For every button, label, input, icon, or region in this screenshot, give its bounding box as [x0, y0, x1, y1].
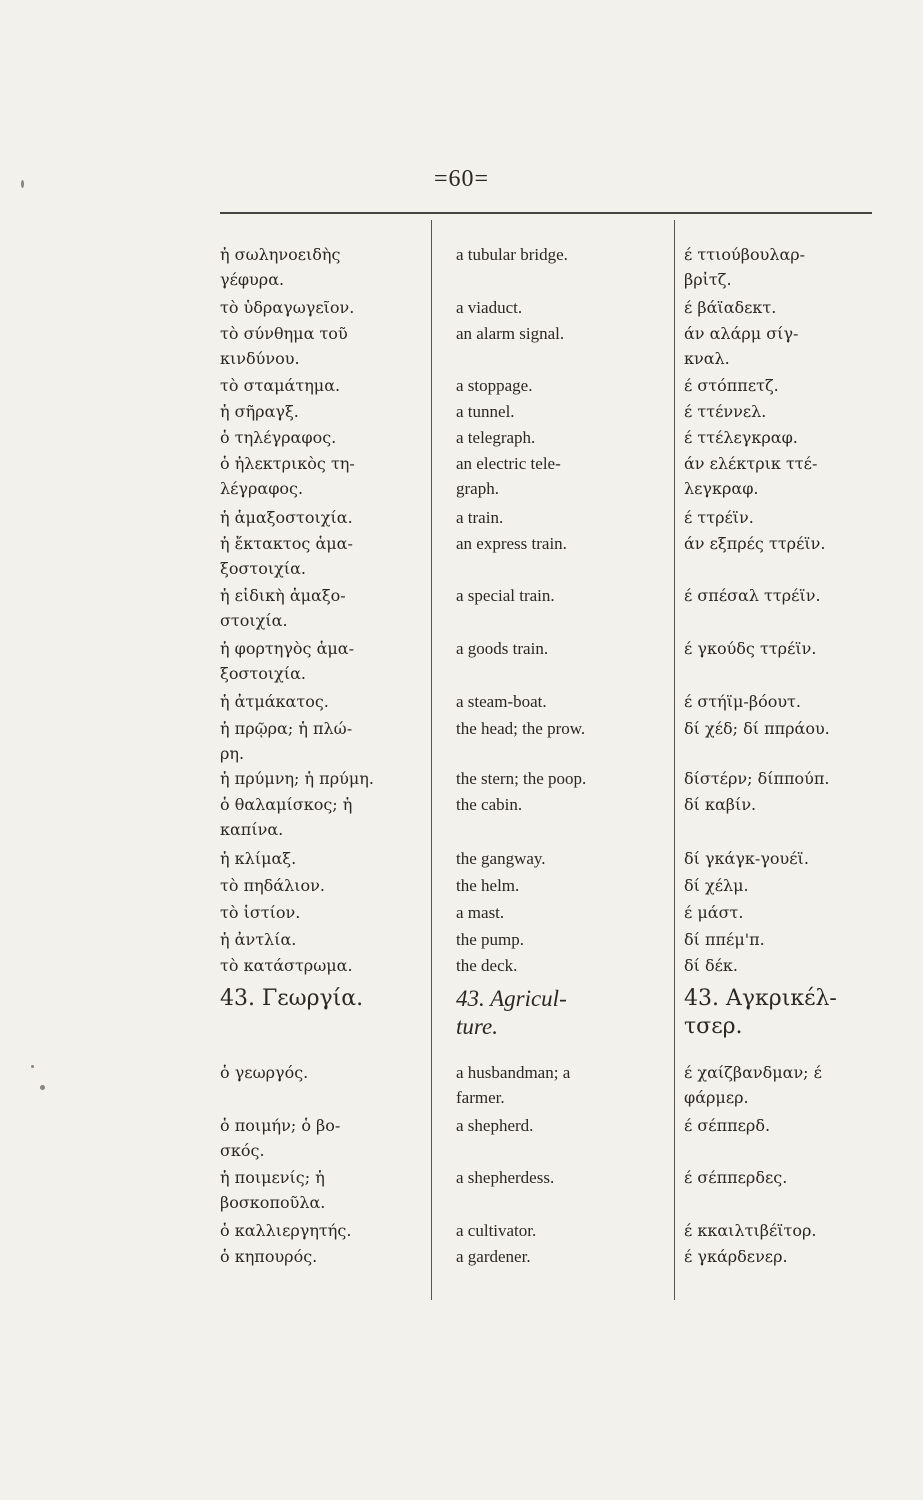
pronunciation	[684, 1113, 884, 1138]
english-term	[456, 792, 666, 817]
greek-term-line: τὸ ὑδραγωγεῖον.	[220, 298, 355, 317]
pronunciation	[684, 716, 884, 741]
greek-term	[220, 373, 425, 398]
english-term	[456, 716, 666, 741]
greek-term-line: ὁ τηλέγραφος.	[220, 428, 337, 447]
english-term	[456, 399, 666, 424]
greek-term	[220, 242, 425, 292]
pronunciation	[684, 1244, 884, 1269]
english-term-line: an alarm signal.	[456, 324, 565, 343]
pronunciation-line: έ κκαιλτιβέϊτορ.	[684, 1221, 817, 1240]
greek-term-line: ἡ ἔκτακτος ἁμα-	[220, 534, 353, 553]
pronunciation	[684, 1165, 884, 1190]
pronunciation-line: δί γκάγκ-γουέϊ.	[684, 849, 809, 868]
pronunciation-line: έ σέππερδες.	[684, 1168, 788, 1187]
english-term-line: a shepherd.	[456, 1116, 534, 1135]
page-speck	[21, 180, 24, 188]
english-term-line: a shepherdess.	[456, 1168, 555, 1187]
greek-term-line: ἡ κλίμαξ.	[220, 849, 297, 868]
english-term	[456, 636, 666, 661]
pronunciation-line: δί δέκ.	[684, 956, 738, 975]
pronunciation	[684, 766, 884, 791]
greek-term-line: καπίνα.	[220, 820, 284, 839]
pronunciation	[684, 636, 884, 661]
english-term-line: a steam-boat.	[456, 692, 547, 711]
greek-term	[220, 1113, 425, 1163]
pronunciation-line: έ γκάρδενερ.	[684, 1247, 788, 1266]
greek-term-line: ὁ καλλιεργητής.	[220, 1221, 352, 1240]
greek-term	[220, 927, 425, 952]
greek-term	[220, 766, 425, 791]
english-term	[456, 1060, 666, 1110]
pronunciation-line: δίστέρν; δίππούπ.	[684, 769, 830, 788]
english-term-line: a train.	[456, 508, 504, 527]
english-term	[456, 1113, 666, 1138]
section-heading-pronunciation	[684, 985, 884, 1041]
pronunciation-line: δί ππέμ'π.	[684, 930, 765, 949]
greek-term-line: ἡ σωληνοειδὴς	[220, 245, 341, 264]
header-rule	[220, 212, 872, 214]
pronunciation	[684, 583, 884, 608]
greek-term-line: σκός.	[220, 1141, 265, 1160]
greek-term	[220, 900, 425, 925]
greek-term	[220, 583, 425, 633]
greek-term	[220, 716, 425, 766]
greek-term-line: ὁ κηπουρός.	[220, 1247, 318, 1266]
greek-term	[220, 873, 425, 898]
english-term	[456, 900, 666, 925]
greek-term	[220, 531, 425, 581]
pronunciation-line: έ σέππερδ.	[684, 1116, 771, 1135]
pronunciation-line: έ ττιούβουλαρ-	[684, 245, 806, 264]
english-term-line: the cabin.	[456, 795, 523, 814]
pronunciation-line: έ ττρέϊν.	[684, 508, 754, 527]
pronunciation-line: έ στόππετζ.	[684, 376, 779, 395]
english-term	[456, 873, 666, 898]
greek-term-line: γέφυρα.	[220, 270, 285, 289]
english-term	[456, 766, 666, 791]
section-heading-pronunciation-line: 43. Αγκρικέλ-	[684, 986, 837, 1011]
pronunciation	[684, 900, 884, 925]
english-term	[456, 846, 666, 871]
pronunciation-line: έ βάϊαδεκτ.	[684, 298, 777, 317]
greek-term	[220, 295, 425, 320]
greek-term	[220, 505, 425, 530]
greek-term-line: ἡ ἀντλία.	[220, 930, 297, 949]
english-term-line: a viaduct.	[456, 298, 523, 317]
english-term-line: an express train.	[456, 534, 567, 553]
section-heading-english-line: 43. Agricul-	[456, 986, 567, 1011]
english-term	[456, 531, 666, 556]
pronunciation-line: έ στήϊμ-βόουτ.	[684, 692, 801, 711]
greek-term-line: ὁ γεωργός.	[220, 1063, 309, 1082]
greek-term	[220, 451, 425, 501]
english-term-line: a gardener.	[456, 1247, 531, 1266]
english-term	[456, 425, 666, 450]
pronunciation	[684, 1060, 884, 1110]
pronunciation-line: άν αλάρμ σίγ-	[684, 324, 799, 343]
greek-term-line: ἡ πρῷρα; ἡ πλώ-	[220, 719, 353, 738]
pronunciation	[684, 399, 884, 424]
greek-term-line: τὸ κατάστρωμα.	[220, 956, 353, 975]
pronunciation	[684, 242, 884, 292]
english-term	[456, 242, 666, 267]
greek-term	[220, 1218, 425, 1243]
greek-term-line: ἡ σῆραγξ.	[220, 402, 299, 421]
greek-term-line: ἡ ἁμαξοστοιχία.	[220, 508, 353, 527]
pronunciation-line: άν ελέκτρικ ττέ-	[684, 454, 818, 473]
pronunciation-line: έ ττέλεγκραφ.	[684, 428, 798, 447]
pronunciation	[684, 451, 884, 501]
pronunciation-line: φάρμερ.	[684, 1088, 749, 1107]
english-term-line: a stoppage.	[456, 376, 533, 395]
greek-term-line: ὁ ποιμήν; ὁ βο-	[220, 1116, 341, 1135]
english-term	[456, 505, 666, 530]
pronunciation-line: έ μάστ.	[684, 903, 744, 922]
greek-term	[220, 636, 425, 686]
greek-term-line: λέγραφος.	[220, 479, 304, 498]
greek-term	[220, 1244, 425, 1269]
pronunciation	[684, 873, 884, 898]
pronunciation	[684, 953, 884, 978]
greek-term-line: ἡ εἰδικὴ ἁμαξο-	[220, 586, 346, 605]
page-speck	[31, 1065, 34, 1068]
english-term-line: the deck.	[456, 956, 518, 975]
pronunciation	[684, 531, 884, 556]
pronunciation-line: έ γκούδς ττρέϊν.	[684, 639, 817, 658]
english-term	[456, 1244, 666, 1269]
greek-term-line: βοσκοποῦλα.	[220, 1193, 326, 1212]
greek-term	[220, 953, 425, 978]
english-term	[456, 1218, 666, 1243]
english-term-line: a tunnel.	[456, 402, 515, 421]
pronunciation-line: δί χέλμ.	[684, 876, 749, 895]
greek-term-line: τὸ σύνθημα τοῦ	[220, 324, 348, 343]
pronunciation	[684, 373, 884, 398]
greek-term-line: ξοστοιχία.	[220, 559, 306, 578]
column-divider-right	[674, 220, 675, 1300]
english-term-line: the gangway.	[456, 849, 546, 868]
greek-term	[220, 1060, 425, 1085]
pronunciation-line: έ ττέννελ.	[684, 402, 767, 421]
english-term-line: a tubular bridge.	[456, 245, 568, 264]
pronunciation	[684, 689, 884, 714]
pronunciation-line: δί χέδ; δί ππράου.	[684, 719, 830, 738]
greek-term-line: ἡ φορτηγὸς ἁμα-	[220, 639, 355, 658]
pronunciation	[684, 425, 884, 450]
greek-term	[220, 1165, 425, 1215]
column-divider-left	[431, 220, 432, 1300]
english-term-line: the head; the prow.	[456, 719, 586, 738]
pronunciation-line: έ χαίζβανδμαν; έ	[684, 1063, 822, 1082]
pronunciation-line: λεγκραφ.	[684, 479, 759, 498]
english-term	[456, 927, 666, 952]
greek-term	[220, 425, 425, 450]
english-term	[456, 373, 666, 398]
english-term-line: a husbandman; a	[456, 1063, 571, 1082]
greek-term-line: ρη.	[220, 744, 245, 763]
greek-term	[220, 689, 425, 714]
pronunciation	[684, 505, 884, 530]
pronunciation-line: έ σπέσαλ ττρέϊν.	[684, 586, 821, 605]
greek-term-line: κινδύνου.	[220, 349, 300, 368]
pronunciation	[684, 295, 884, 320]
greek-term-line: ἡ ἀτμάκατος.	[220, 692, 329, 711]
pronunciation	[684, 927, 884, 952]
section-heading-english-line: ture.	[456, 1014, 498, 1039]
pronunciation-line: κναλ.	[684, 349, 730, 368]
greek-term-line: ἡ ποιμενίς; ἡ	[220, 1168, 325, 1187]
section-heading-english	[456, 985, 666, 1041]
english-term	[456, 583, 666, 608]
greek-term-line: ἡ πρύμνη; ἡ πρύμη.	[220, 769, 374, 788]
pronunciation-line: βρἰτζ.	[684, 270, 732, 289]
greek-term-line: τὸ πηδάλιον.	[220, 876, 325, 895]
greek-term-line: τὸ σταμάτημα.	[220, 376, 341, 395]
english-term	[456, 1165, 666, 1190]
pronunciation	[684, 1218, 884, 1243]
greek-term-line: ὁ ἠλεκτρικὸς τη-	[220, 454, 355, 473]
section-heading-greek: 43. Γεωργία.	[220, 986, 364, 1011]
section-heading-pronunciation-line: τσερ.	[684, 1014, 743, 1039]
english-term-line: an electric tele-	[456, 454, 561, 473]
page-number: =60=	[433, 166, 490, 192]
greek-term-line: τὸ ἱστίον.	[220, 903, 301, 922]
english-term-line: a special train.	[456, 586, 555, 605]
pronunciation-line: δί καβίν.	[684, 795, 757, 814]
english-term-line: graph.	[456, 479, 499, 498]
greek-term	[220, 846, 425, 871]
english-term	[456, 321, 666, 346]
english-term-line: the helm.	[456, 876, 520, 895]
english-term-line: a goods train.	[456, 639, 549, 658]
greek-term	[220, 792, 425, 842]
english-term	[456, 953, 666, 978]
greek-term-line: στοιχία.	[220, 611, 288, 630]
greek-term-line: ξοστοιχία.	[220, 664, 306, 683]
english-term-line: farmer.	[456, 1088, 505, 1107]
english-term-line: a telegraph.	[456, 428, 536, 447]
english-term-line: the stern; the poop.	[456, 769, 587, 788]
english-term-line: a cultivator.	[456, 1221, 537, 1240]
english-term-line: a mast.	[456, 903, 505, 922]
pronunciation	[684, 846, 884, 871]
english-term	[456, 689, 666, 714]
pronunciation	[684, 792, 884, 817]
pronunciation	[684, 321, 884, 371]
pronunciation-line: άν εξπρές ττρέϊν.	[684, 534, 826, 553]
page-speck	[40, 1085, 45, 1090]
greek-term	[220, 321, 425, 371]
english-term	[456, 295, 666, 320]
english-term-line: the pump.	[456, 930, 524, 949]
greek-term-line: ὁ θαλαμίσκος; ἡ	[220, 795, 353, 814]
english-term	[456, 451, 666, 501]
greek-term	[220, 399, 425, 424]
